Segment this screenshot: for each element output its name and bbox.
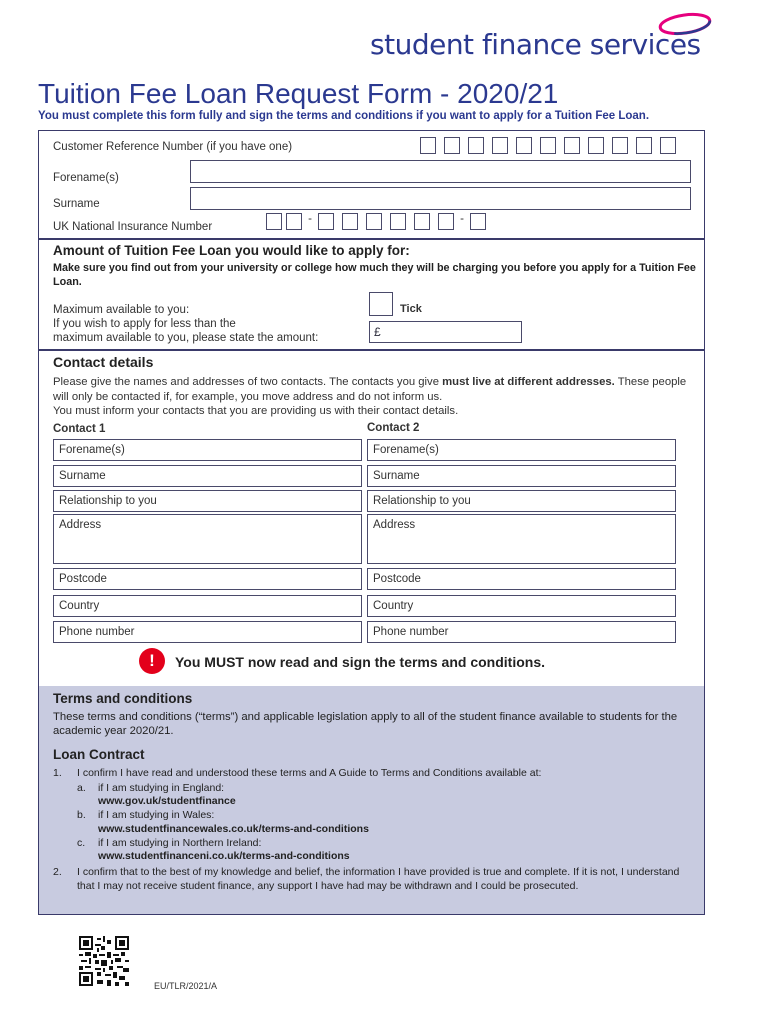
term-1b-link[interactable]: www.studentfinancewales.co.uk/terms-and-conditions <box>98 823 369 835</box>
loan-contract-heading: Loan Contract <box>53 747 145 762</box>
contact2-country-field[interactable]: Country <box>367 595 676 617</box>
contacts-intro <box>53 375 693 419</box>
terms-intro: These terms and conditions (“terms”) and applicable legislation apply to all of the student finance available to students for the academic year 2020/21. <box>53 711 678 737</box>
term-1c-link[interactable]: www.studentfinanceni.co.uk/terms-and-conditions <box>98 850 350 862</box>
contact2-phone-field[interactable]: Phone number <box>367 621 676 643</box>
term-1b-label: b. <box>77 809 86 821</box>
contact1-label: Contact 1 <box>53 423 106 435</box>
contact2-label: Contact 2 <box>367 422 420 434</box>
contacts-intro-text-2: These people will only be contacted if, for example, you move address and do not inform us. <box>53 376 687 403</box>
warning-icon: ! <box>139 648 165 674</box>
amount-input[interactable] <box>369 321 522 343</box>
section-divider <box>38 238 705 240</box>
contacts-intro-text: Please give the names and addresses of two contacts. The contacts you give <box>53 376 443 388</box>
contacts-heading: Contact details <box>53 354 154 370</box>
forename-input[interactable] <box>190 160 691 183</box>
contact1-phone-field[interactable]: Phone number <box>53 621 362 643</box>
max-available-label: Maximum available to you: <box>53 304 190 316</box>
contacts-intro-text-3: You must inform your contacts that you are providing us with their contact details. <box>53 405 459 417</box>
surname-label: Surname <box>53 198 100 210</box>
nino-separator: - <box>308 213 312 225</box>
tick-label: Tick <box>400 303 422 315</box>
term-1a-text: if I am studying in England: <box>98 782 225 794</box>
qr-code-icon <box>79 936 129 986</box>
term-2-number: 2. <box>53 866 62 878</box>
contact2-address-field[interactable]: Address <box>367 514 676 564</box>
section-divider <box>38 349 705 351</box>
brand-logo-text: student finance services <box>370 28 701 61</box>
nino-separator: - <box>460 213 464 225</box>
contact1-country-field[interactable]: Country <box>53 595 362 617</box>
term-1b-text: if I am studying in Wales: <box>98 809 215 821</box>
page-subtitle: You must complete this form fully and sign the terms and conditions if you want to apply for a Tuition Fee Loan. <box>38 110 650 122</box>
amount-note: Make sure you find out from your university or college how much they will be charging you before you apply for a Tuition Fee Loan. <box>53 262 696 288</box>
term-1a-link[interactable]: www.gov.uk/studentfinance <box>98 795 236 807</box>
currency-symbol: £ <box>374 325 381 339</box>
form-code: EU/TLR/2021/A <box>154 981 218 991</box>
crn-label: Customer Reference Number (if you have one) <box>53 141 293 153</box>
term-1-number: 1. <box>53 767 62 779</box>
contact2-postcode-field[interactable]: Postcode <box>367 568 676 590</box>
forename-label: Forename(s) <box>53 172 119 184</box>
contact2-forename-field[interactable]: Forename(s) <box>367 439 676 461</box>
term-2-text: I confirm that to the best of my knowledge and belief, the information I have provided is true and complete. If it is not, I understand that I may not receive student finance, any support I have had may be withdrawn and I could be prosecuted. <box>77 866 680 892</box>
contact1-forename-field[interactable]: Forename(s) <box>53 439 362 461</box>
term-1c-label: c. <box>77 837 86 849</box>
term-1-text: I confirm I have read and understood these terms and A Guide to Terms and Conditions available at: <box>77 767 542 779</box>
contact1-relationship-field[interactable]: Relationship to you <box>53 490 362 512</box>
nino-label: UK National Insurance Number <box>53 221 213 233</box>
terms-heading: Terms and conditions <box>53 691 193 706</box>
term-1a-label: a. <box>77 782 86 794</box>
contact2-relationship-field[interactable]: Relationship to you <box>367 490 676 512</box>
warning-text: You MUST now read and sign the terms and conditions. <box>175 654 545 670</box>
less-amount-label-1: If you wish to apply for less than the <box>53 318 236 330</box>
contact1-address-field[interactable]: Address <box>53 514 362 564</box>
contact2-surname-field[interactable]: Surname <box>367 465 676 487</box>
nino-input[interactable] <box>266 213 486 230</box>
contact1-postcode-field[interactable]: Postcode <box>53 568 362 590</box>
max-tick-checkbox[interactable] <box>369 292 393 316</box>
crn-input[interactable] <box>420 137 676 154</box>
surname-input[interactable] <box>190 187 691 210</box>
less-amount-label-2: maximum available to you, please state the amount: <box>53 332 319 344</box>
term-1c-text: if I am studying in Northern Ireland: <box>98 837 262 849</box>
amount-heading: Amount of Tuition Fee Loan you would like to apply for: <box>53 243 410 258</box>
contact1-surname-field[interactable]: Surname <box>53 465 362 487</box>
page-title: Tuition Fee Loan Request Form - 2020/21 <box>38 78 559 109</box>
contacts-intro-bold: must live at different addresses. <box>442 376 615 388</box>
